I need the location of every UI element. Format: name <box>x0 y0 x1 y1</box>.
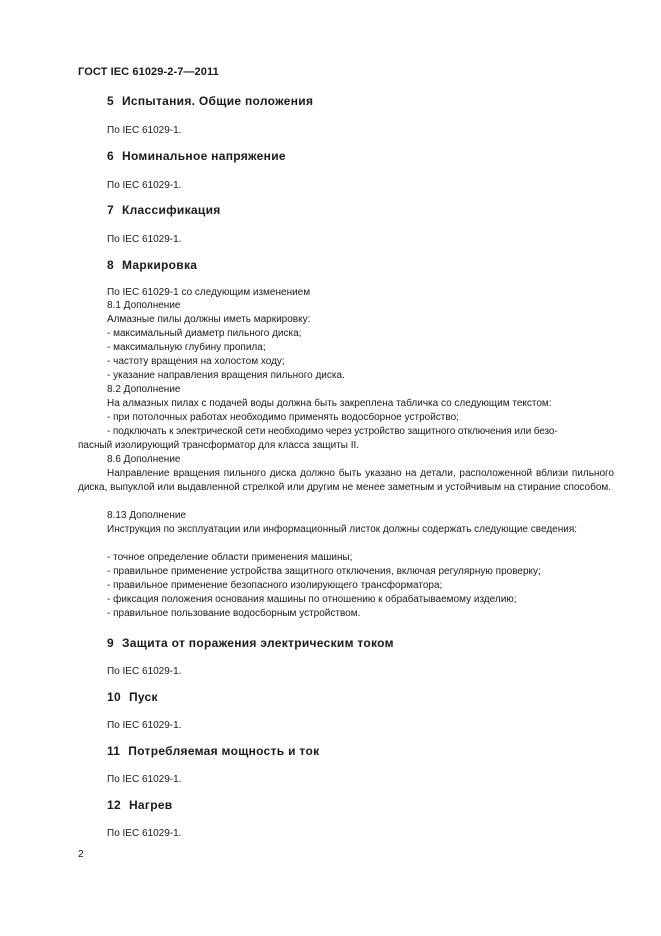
section-9-body: По IEC 61029-1. <box>107 666 182 677</box>
list-item: - указание направления вращения пильного диска. <box>107 370 345 381</box>
list-item: - правильное применение безопасного изолирующего трансформатора; <box>107 580 443 591</box>
subsection-8-6-text: Направление вращения пильного диска должно быть указано на детали, расположенной вблизи пильного диска, выпуклой или выдавленной стрелкой или другим не менее заметным и устойчивым на стирание способом. <box>78 468 614 493</box>
section-11-title <box>107 744 319 758</box>
section-number: 5 <box>107 94 114 108</box>
subsection-8-2-heading: 8.2 Дополнение <box>107 384 181 395</box>
list-item: - правильное пользование водосборным устройством. <box>107 608 361 619</box>
subsection-8-13-text: Инструкция по эксплуатации или информационный листок должны содержать следующие сведения: <box>107 524 578 535</box>
section-number: 7 <box>107 203 114 217</box>
section-heading: Классификация <box>121 203 221 217</box>
section-5-body: По IEC 61029-1. <box>107 125 182 136</box>
section-11-body: По IEC 61029-1. <box>107 774 182 785</box>
subsection-8-1-heading: 8.1 Дополнение <box>107 300 181 311</box>
section-heading: Номинальное напряжение <box>121 149 286 163</box>
section-heading: Нагрев <box>128 798 173 812</box>
section-12-title <box>107 798 172 812</box>
section-heading: Испытания. Общие положения <box>121 94 314 108</box>
document-header: ГОСТ IEC 61029-2-7—2011 <box>78 66 219 78</box>
list-item: - фиксация положения основания машины по отношению к обрабатываемому изделию; <box>107 594 517 605</box>
list-item: - частоту вращения на холостом ходу; <box>107 356 285 367</box>
list-item: - при потолочных работах необходимо применять водосборное устройство; <box>107 412 459 423</box>
section-8-intro: По IEC 61029-1 со следующим изменением <box>107 287 311 298</box>
section-10-body: По IEC 61029-1. <box>107 720 182 731</box>
subsection-8-1-lead: Алмазные пилы должны иметь маркировку: <box>107 314 311 325</box>
list-item: - подключать к электрической сети необходимо через устройство защитного отключения или безо- <box>107 426 558 437</box>
list-item-continuation: пасный изолирующий трансформатор для класса защиты II. <box>78 440 360 451</box>
section-heading: Потребляемая мощность и ток <box>128 744 320 758</box>
section-heading: Защита от поражения электрическим током <box>121 636 394 650</box>
section-heading: Пуск <box>128 690 158 704</box>
section-9-title <box>107 636 394 650</box>
subsection-8-2-lead: На алмазных пилах с подачей воды должна быть закреплена табличка со следующим текстом: <box>107 398 552 409</box>
subsection-8-6-heading: 8.6 Дополнение <box>107 454 181 465</box>
section-number: 8 <box>107 258 114 272</box>
section-6-title <box>107 149 286 163</box>
section-7-title <box>107 203 221 217</box>
section-5-title <box>107 94 313 108</box>
section-heading: Маркировка <box>121 258 198 272</box>
list-item: - максимальную глубину пропила; <box>107 342 266 353</box>
list-item: - точное определение области применения машины; <box>107 552 353 563</box>
list-item: - максимальный диаметр пильного диска; <box>107 328 302 339</box>
subsection-8-13-heading: 8.13 Дополнение <box>107 510 187 521</box>
section-8-title <box>107 258 197 272</box>
section-10-title <box>107 690 158 704</box>
section-number: 9 <box>107 636 114 650</box>
section-12-body: По IEC 61029-1. <box>107 828 182 839</box>
section-number: 10 <box>107 690 121 704</box>
list-item: - правильное применение устройства защитного отключения, включая регулярную проверку; <box>107 566 541 577</box>
section-number: 11 <box>107 744 121 758</box>
section-number: 12 <box>107 798 121 812</box>
section-7-body: По IEC 61029-1. <box>107 234 182 245</box>
section-number: 6 <box>107 149 114 163</box>
section-6-body: По IEC 61029-1. <box>107 180 182 191</box>
page-number: 2 <box>78 849 84 860</box>
